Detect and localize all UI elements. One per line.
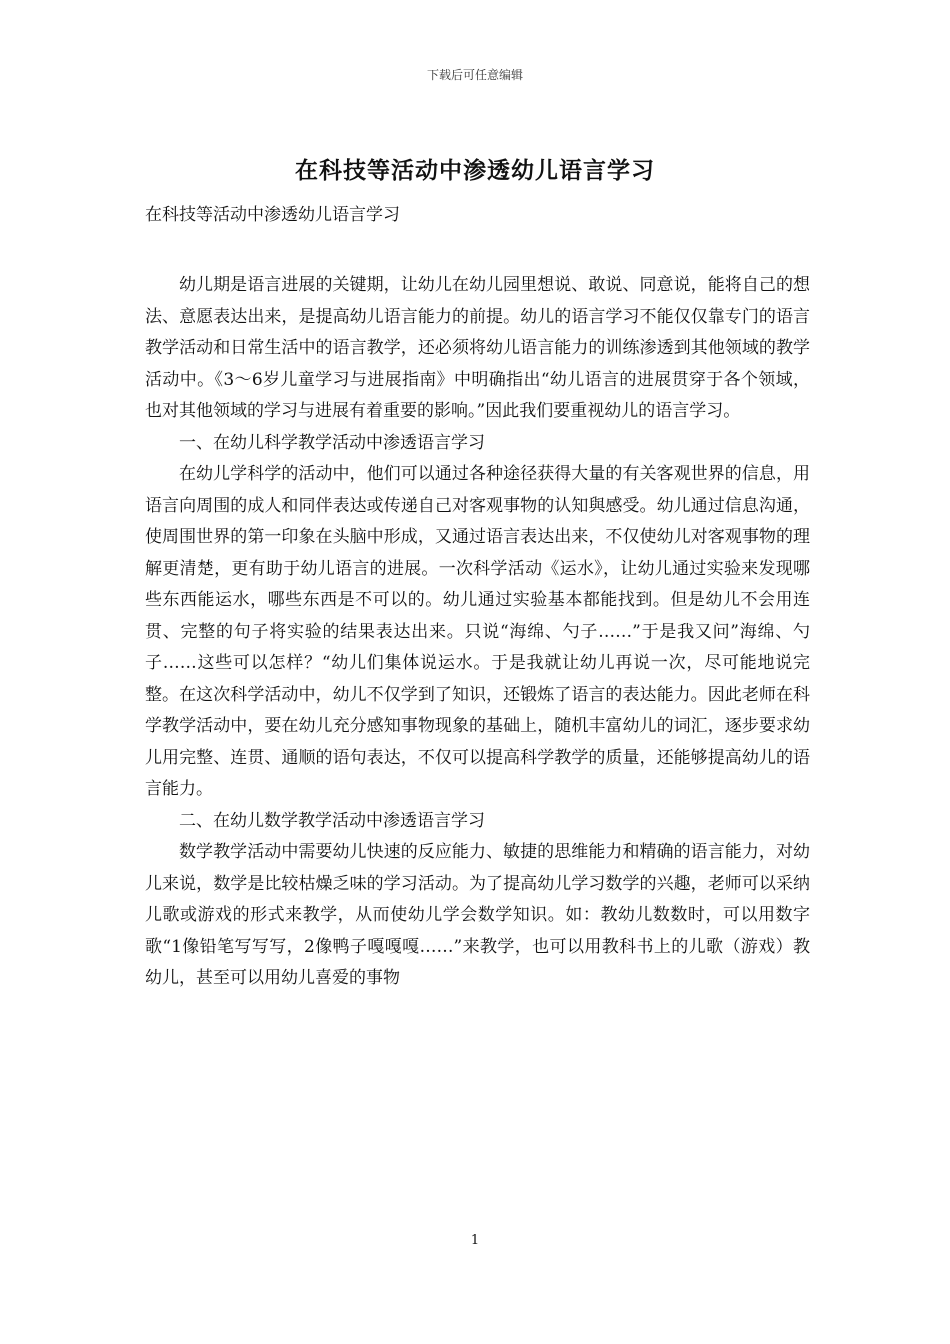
document-subtitle: 在科技等活动中渗透幼儿语言学习 xyxy=(145,205,400,225)
document-title: 在科技等活动中渗透幼儿语言学习 xyxy=(295,158,655,184)
document-body xyxy=(145,270,810,995)
section-heading: 一、在幼儿科学教学活动中渗透语言学习 xyxy=(179,432,485,453)
paragraph: 幼儿期是语言进展的关键期，让幼儿在幼儿园里想说、敢说、同意说，能将自己的想法、意愿表达出来，是提高幼儿语言能力的前提。幼儿的语言学习不能仅仅靠专门的语言教学活动和日常生活中的语言教学，还必须将幼儿语言能力的训练渗透到其他领域的教学活动中。《3～6岁儿童学习与进展指南》中明确指出“幼儿语言的进展贯穿于各个领域，也对其他领域的学习与进展有着重要的影响。”因此我们要重视幼儿的语言学习。 xyxy=(145,275,810,421)
paragraph: 在幼儿学科学的活动中，他们可以通过各种途径获得大量的有关客观世界的信息，用语言向周围的成人和同伴表达或传递自己对客观事物的认知與感受。幼儿通过信息沟通，使周围世界的第一印象在头脑中形成，又通过语言表达出来，不仅使幼儿对客观事物的理解更清楚，更有助于幼儿语言的进展。一次科学活动《运水》，让幼儿通过实验来发现哪些东西能运水，哪些东西是不可以的。幼儿通过实验基本都能找到。但是幼儿不会用连贯、完整的句子将实验的结果表达出来。只说“海绵、勺子……”于是我又问”海绵、勺子……这些可以怎样？“幼儿们集体说运水。于是我就让幼儿再说一次，尽可能地说完整。在这次科学活动中，幼儿不仅学到了知识，还锻炼了语言的表达能力。因此老师在科学教学活动中，要在幼儿充分感知事物现象的基础上，随机丰富幼儿的词汇，逐步要求幼儿用完整、连贯、通顺的语句表达，不仅可以提高科学教学的质量，还能够提高幼儿的语言能力。 xyxy=(145,464,810,799)
page-number: 1 xyxy=(470,1233,480,1248)
paragraph: 数学教学活动中需要幼儿快速的反应能力、敏捷的思维能力和精确的语言能力，对幼儿来说，数学是比较枯燥乏味的学习活动。为了提高幼儿学习数学的兴趣，老师可以采纳儿歌或游戏的形式来教学，从而使幼儿学会数学知识。如：教幼儿数数时，可以用数字歌“1像铅笔写写写，2像鸭子嘎嘎嘎……”来教学，也可以用教科书上的儿歌（游戏）教幼儿，甚至可以用幼儿喜爱的事物 xyxy=(145,842,810,988)
section-heading: 二、在幼儿数学教学活动中渗透语言学习 xyxy=(179,810,485,831)
header-note: 下载后可任意编辑 xyxy=(426,68,523,82)
